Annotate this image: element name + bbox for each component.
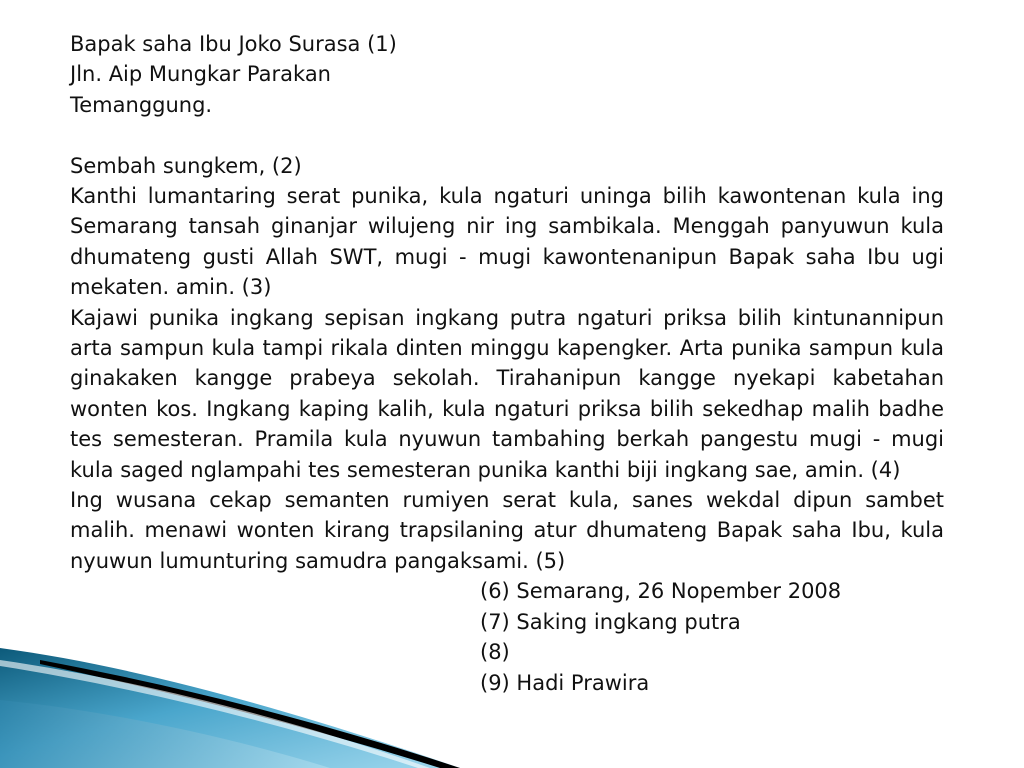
blank-line xyxy=(70,120,944,150)
letter-closing xyxy=(480,576,944,698)
greeting: Sembah sungkem, (2) xyxy=(70,153,302,178)
place-date: (6) Semarang, 26 Nopember 2008 xyxy=(480,579,842,604)
address-line-2: Jln. Aip Mungkar Parakan xyxy=(70,62,331,87)
paragraph-opening: Kanthi lumantaring serat punika, kula ngaturi uninga bilih kawontenan kula ing Semarang tansah ginanjar wilujeng nir ing sambikala. Menggah panyuwun kula dhumateng gusti Allah SWT, mugi - mugi kawontenanipun Bapak saha Ibu ugi mekaten. amin. (3) xyxy=(70,184,944,300)
address-line-3: Temanggung. xyxy=(70,92,213,117)
paragraph-content: Kajawi punika ingkang sepisan ingkang putra ngaturi priksa bilih kintunannipun arta sampun kula tampi rikala dinten minggu kapengker. Arta punika sampun kula ginakaken kangge prabeya sekolah. Tirahanipun kangge nyekapi kabetahan wonten kos. Ingkang kaping kalih, kula ngaturi priksa bilih sekedhap malih badhe tes semesteran. Pramila kula nyuwun tambahing berkah pangestu mugi - mugi kula saged nglampahi tes semesteran punika kanthi biji ingkang sae, amin. (4) xyxy=(70,305,944,482)
salutation: (7) Saking ingkang putra xyxy=(480,609,741,634)
signature: (8) xyxy=(480,640,510,665)
letter-body xyxy=(70,29,944,698)
sender-name: (9) Hadi Prawira xyxy=(480,670,650,695)
address-line-1: Bapak saha Ibu Joko Surasa (1) xyxy=(70,32,397,56)
paragraph-closing: Ing wusana cekap semanten rumiyen serat kula, sanes wekdal dipun sambet malih. menawi wonten kirang trapsilaning atur dhumateng Bapak saha Ibu, kula nyuwun lumunturing samudra pangaksami. (5) xyxy=(70,488,944,573)
